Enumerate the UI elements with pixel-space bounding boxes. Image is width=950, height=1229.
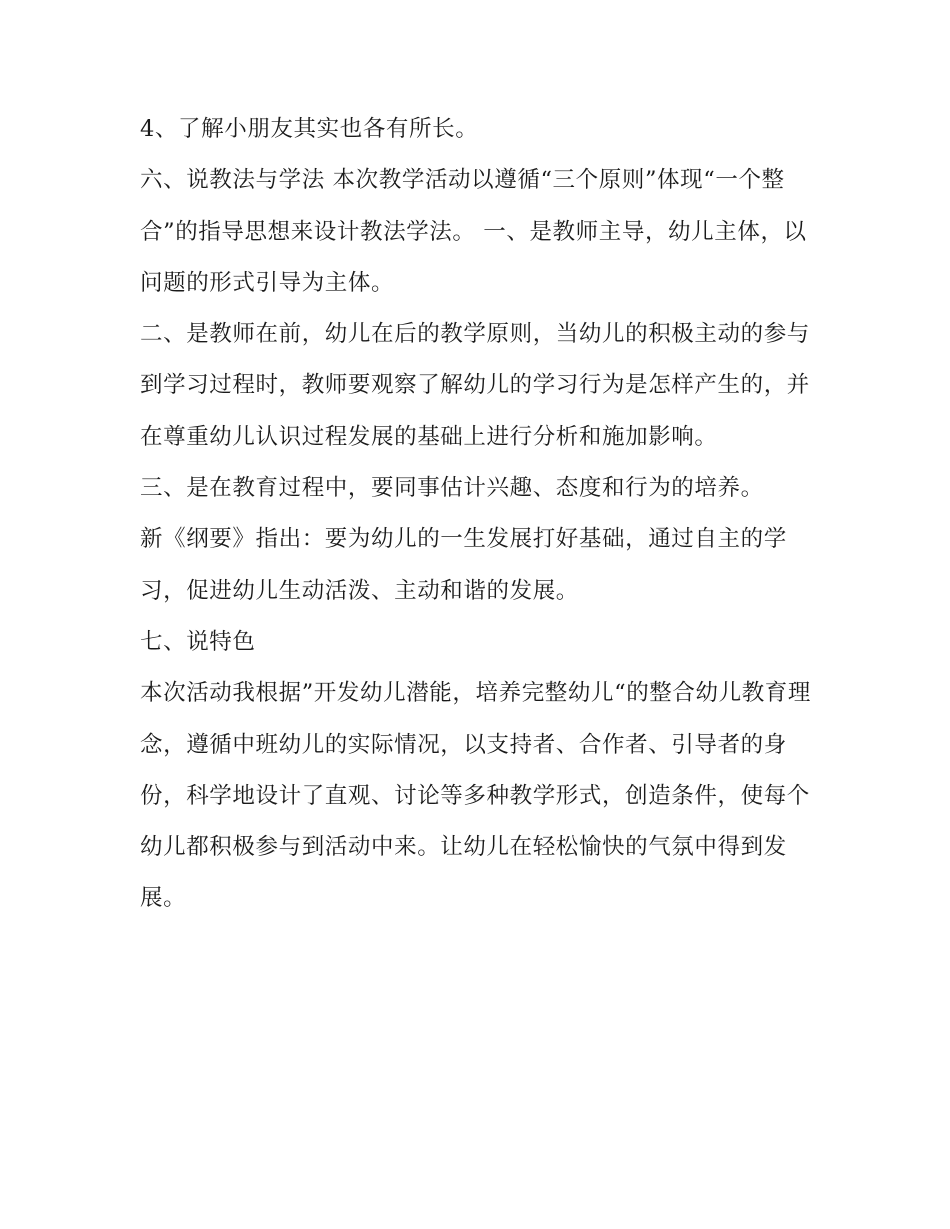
paragraph-goal-4: 4、了解小朋友其实也各有所长。 [140, 116, 479, 142]
paragraph-principle-3: 三、是在教育过程中，要同事估计兴趣、态度和行为的培养。 [140, 475, 764, 502]
paragraph-guideline-quote: 新《纲要》指出：要为幼儿的一生发展打好基础，通过自主的学习，促进幼儿生动活泼、主动和谐的发展。 [140, 526, 787, 604]
paragraph-section-7-body: 本次活动我根据”开发幼儿潜能，培养完整幼儿“的整合幼儿教育理念，遵循中班幼儿的实际情况，以支持者、合作者、引导者的身份，科学地设计了直观、讨论等多种教学形式，创造条件，使每个幼儿都积极参与到活动中来。让幼儿在轻松愉快的气氛中得到发展。 [140, 680, 812, 912]
document-body [140, 104, 820, 925]
paragraph-principle-2: 二、是教师在前，幼儿在后的教学原则，当幼儿的积极主动的参与到学习过程时，教师要观察了解幼儿的学习行为是怎样产生的，并在尊重幼儿认识过程发展的基础上进行分析和施加影响。 [140, 321, 810, 450]
paragraph-section-7-heading: 七、说特色 [140, 628, 256, 655]
paragraph-section-6-methods: 六、说教法与学法 本次教学活动以遵循“三个原则”体现“一个整合”的指导思想来设计教法学法。 一、是教师主导，幼儿主体，以问题的形式引导为主体。 [140, 167, 807, 296]
